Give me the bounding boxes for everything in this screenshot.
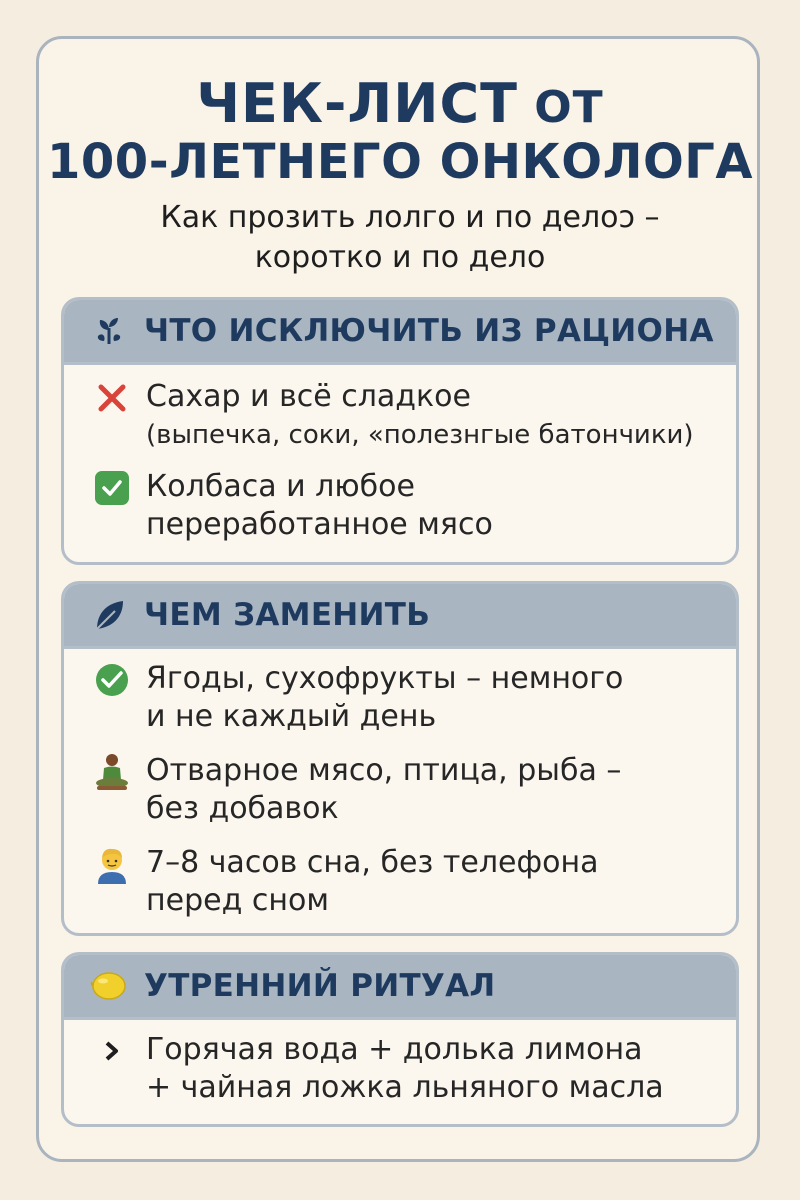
item-text-line2: переработанное мясо — [146, 507, 493, 542]
list-item — [90, 660, 623, 736]
item-text-line2: перед сном — [146, 883, 329, 918]
leaf-icon — [86, 597, 132, 633]
item-text: Колбаса и любое — [146, 469, 415, 504]
item-text-line2: без добавок — [146, 791, 339, 826]
page-title-line2: 100-ЛЕТНЕГО ОНКОЛОГА — [47, 134, 753, 190]
section-title: УТРЕННИЙ РИТУАЛ — [144, 968, 496, 1004]
list-item — [90, 1031, 664, 1107]
item-text: Ягоды, сухофрукты – немного — [146, 661, 624, 696]
plant-sprout-icon — [86, 314, 132, 348]
chevron-right-icon — [90, 1031, 134, 1071]
section-exclude — [61, 297, 739, 565]
item-text: Отварное мясо, птица, рыба – — [146, 753, 622, 788]
list-item — [90, 752, 621, 828]
red-cross-icon — [90, 378, 134, 418]
list-item — [90, 378, 694, 454]
list-item — [90, 844, 598, 920]
section-replace — [61, 581, 739, 936]
item-text: 7–8 часов сна, без телефона — [146, 845, 599, 880]
item-text-line2: и не каждый день — [146, 699, 437, 734]
item-text-line2: + чайная ложка льняного масла — [146, 1070, 664, 1105]
list-item — [90, 468, 493, 544]
item-text: Сахар и всё сладкое — [146, 379, 471, 414]
section-header — [64, 584, 736, 649]
section-header — [64, 300, 736, 365]
section-morning-ritual — [61, 952, 739, 1127]
person-face-icon — [90, 844, 134, 884]
section-title: ЧТО ИСКЛЮЧИТЬ ИЗ РАЦИОНА — [144, 313, 714, 349]
item-text: Горячая вода + долька лимона — [146, 1032, 643, 1067]
item-subtext: (выпечка, соки, «полезнгые батончики) — [146, 420, 694, 450]
section-header — [64, 955, 736, 1020]
section-title: ЧЕМ ЗАМЕНИТЬ — [144, 597, 431, 633]
lemon-icon — [86, 969, 132, 1003]
subtitle-line2: коротко и по дело — [254, 240, 546, 275]
page-title: ЧЕК-ЛИСТ ОТ — [196, 72, 604, 135]
green-check-icon — [90, 660, 134, 700]
green-check-icon — [90, 468, 134, 508]
meditating-person-icon — [90, 752, 134, 792]
subtitle-line1: Как прозить лолго и по делoↄ – — [160, 200, 660, 235]
